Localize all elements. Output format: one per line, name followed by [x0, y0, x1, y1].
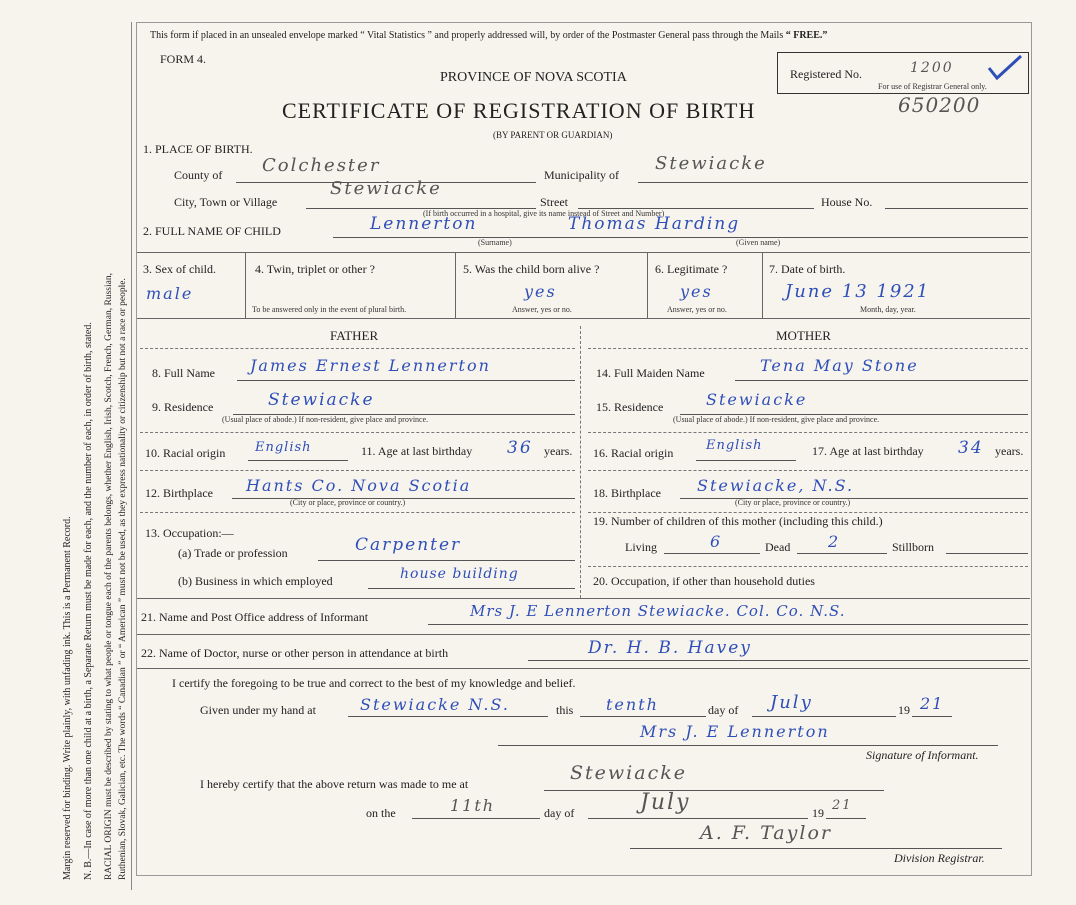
binding-margin-rule: [131, 22, 132, 890]
year-prefix: 19: [898, 703, 910, 717]
row3-top-rule: [136, 252, 1030, 253]
father-name-label: 8. Full Name: [152, 366, 215, 380]
living-line: [664, 553, 760, 554]
mother-rule-children: [588, 512, 1028, 513]
informant-signature-line: [498, 745, 998, 746]
informant-label: 21. Name and Post Office address of Informant: [141, 610, 369, 624]
given-place-line: [348, 716, 548, 717]
registrar-year-value: 21: [832, 798, 853, 813]
municipality-value: Stewiacke: [655, 153, 767, 174]
city-value: Stewiacke: [330, 178, 442, 199]
month-line: [752, 716, 896, 717]
father-racial-label: 10. Racial origin: [145, 446, 226, 460]
mother-racial-line: [696, 460, 796, 461]
dead-label: Dead: [765, 540, 791, 554]
father-residence-note: (Usual place of abode.) If non-resident, give place and province.: [222, 415, 429, 424]
children-label: 19. Number of children of this mother (including this child.): [593, 514, 883, 528]
mother-age-unit: years.: [995, 444, 1024, 458]
given-name-note: (Given name): [736, 238, 781, 247]
row3-divider-4: [762, 252, 763, 318]
mother-birthplace-line: [680, 498, 1028, 499]
check-mark-icon: [985, 52, 1025, 82]
informant-signature-label: Signature of Informant.: [866, 748, 979, 762]
street-label: Street: [540, 195, 568, 209]
county-label: County of: [174, 168, 223, 182]
registrar-signature-line: [630, 848, 1002, 849]
mother-name-value: Tena May Stone: [760, 356, 919, 375]
informant-signature: Mrs J. E Lennerton: [640, 722, 830, 741]
father-rule-birthplace: [140, 470, 575, 471]
parent-column-divider: [580, 326, 581, 598]
given-place-value: Stewiacke N.S.: [360, 695, 510, 714]
informant-bottom-rule: [136, 634, 1030, 635]
parents-bottom-rule: [136, 598, 1030, 599]
row3-divider-1: [245, 252, 246, 318]
margin-note-1: Margin reserved for binding. Write plainly, with unfading ink. This is a Permanent Record.: [62, 516, 73, 880]
form-number: FORM 4.: [160, 52, 207, 66]
margin-note-2: N. B.—In case of more than one child at a birth, a Separate Return must be made for each, and the number of each, in order of birth, stated.: [83, 322, 94, 880]
this-label: this: [556, 703, 574, 717]
informant-value: Mrs J. E Lennerton Stewiacke. Col. Co. N.S.: [470, 602, 846, 620]
father-business-value: house building: [400, 566, 519, 582]
father-residence-value: Stewiacke: [268, 390, 375, 410]
legitimate-label: 6. Legitimate ?: [655, 262, 728, 276]
mother-heading: MOTHER: [776, 328, 831, 343]
registrar-month-value: July: [640, 790, 691, 815]
mother-birthplace-label: 18. Birthplace: [593, 486, 661, 500]
mother-racial-value: English: [706, 438, 763, 453]
registrar-month-line: [588, 818, 808, 819]
alive-label: 5. Was the child born alive ?: [463, 262, 600, 276]
year-line: [912, 716, 952, 717]
registrar-signature: A. F. Taylor: [700, 822, 832, 844]
row3-bottom-rule: [136, 318, 1030, 319]
father-heading: FATHER: [330, 328, 379, 343]
mother-rule-birthplace: [588, 470, 1028, 471]
place-of-birth-label: 1. PLACE OF BIRTH.: [143, 142, 253, 156]
mother-age-value: 34: [958, 438, 984, 458]
row3-divider-3: [647, 252, 648, 318]
sex-value: male: [146, 284, 194, 303]
father-heading-rule: [140, 348, 575, 349]
registrar-day-line: [412, 818, 540, 819]
registrar-statement: I hereby certify that the above return was made to me at: [200, 777, 469, 791]
registered-label: Registered No.: [790, 67, 862, 81]
day-value: tenth: [606, 695, 659, 714]
margin-note-4: Ruthenian, Slovak, Galician, etc. The words “ Canadian ” or “ American ” must not be used, as they express nationality or citizenship but not a race or people.: [118, 278, 128, 880]
twin-note: To be answered only in the event of plural birth.: [252, 305, 407, 314]
registrar-place-line: [544, 790, 884, 791]
father-name-value: James Ernest Lennerton: [250, 356, 491, 375]
year-value: 21: [920, 694, 945, 713]
mother-residence-label: 15. Residence: [596, 400, 664, 414]
father-trade-label: (a) Trade or profession: [178, 546, 288, 560]
father-racial-line: [248, 460, 348, 461]
day-line: [580, 716, 706, 717]
mother-name-line: [735, 380, 1028, 381]
child-name-label: 2. FULL NAME OF CHILD: [143, 224, 281, 238]
mother-birthplace-note: (City or place, province or country.): [735, 498, 851, 507]
birth-date-note: Month, day, year.: [860, 305, 916, 314]
city-label: City, Town or Village: [174, 195, 278, 209]
father-birthplace-value: Hants Co. Nova Scotia: [246, 476, 472, 495]
informant-line: [428, 624, 1028, 625]
stillborn-label: Stillborn: [892, 540, 935, 554]
child-given-names: Thomas Harding: [568, 214, 741, 234]
house-line: [885, 208, 1028, 209]
mother-rule-racial: [588, 432, 1028, 433]
registered-note: For use of Registrar General only.: [878, 82, 987, 91]
registrar-day-of-label: day of: [544, 806, 575, 820]
doctor-bottom-rule: [136, 668, 1030, 669]
registrar-signature-label: Division Registrar.: [894, 851, 985, 865]
father-rule-racial: [140, 432, 575, 433]
legitimate-note: Answer, yes or no.: [667, 305, 727, 314]
doctor-line: [528, 660, 1028, 661]
certificate-title: CERTIFICATE OF REGISTRATION OF BIRTH: [282, 98, 756, 123]
child-name-line: [333, 237, 1028, 238]
row3-divider-2: [455, 252, 456, 318]
sex-label: 3. Sex of child.: [143, 262, 216, 276]
given-under-label: Given under my hand at: [200, 703, 316, 717]
mother-age-label: 17. Age at last birthday: [812, 444, 924, 458]
dead-line: [797, 553, 887, 554]
birth-date-value: June 13 1921: [785, 281, 931, 302]
child-surname: Lennerton: [370, 214, 478, 234]
mother-residence-note: (Usual place of abode.) If non-resident, give place and province.: [673, 415, 880, 424]
county-value: Colchester: [262, 155, 381, 176]
certificate-subtitle: (BY PARENT OR GUARDIAN): [493, 130, 613, 140]
mother-residence-value: Stewiacke: [706, 390, 808, 409]
father-occupation-label: 13. Occupation:—: [145, 526, 234, 540]
living-value: 6: [710, 532, 723, 551]
certify-statement: I certify the foregoing to be true and correct to the best of my knowledge and belief.: [172, 676, 576, 690]
alive-note: Answer, yes or no.: [512, 305, 572, 314]
doctor-value: Dr. H. B. Havey: [588, 638, 752, 658]
hospital-note: (If birth occurred in a hospital, give its name instead of Street and Number): [423, 209, 665, 218]
province-heading: PROVINCE OF NOVA SCOTIA: [440, 70, 627, 85]
birth-date-label: 7. Date of birth.: [769, 262, 846, 276]
registrar-day-value: 11th: [450, 796, 496, 815]
registered-number: 1200: [910, 60, 954, 76]
surname-note: (Surname): [478, 238, 512, 247]
municipality-label: Municipality of: [544, 168, 619, 182]
month-value: July: [770, 692, 813, 713]
day-of-label: day of: [708, 703, 739, 717]
father-age-value: 36: [507, 438, 533, 458]
registrar-year-prefix: 19: [812, 806, 824, 820]
father-business-line: [368, 588, 575, 589]
father-residence-label: 9. Residence: [152, 400, 214, 414]
registrar-year-line: [826, 818, 866, 819]
alive-value: yes: [524, 282, 557, 301]
dead-value: 2: [828, 532, 841, 551]
margin-note-3: RACIAL ORIGIN must be described by stating to what people or tongue each of the parents belongs, whether English, Irish, Scotch, French, German, Russian,: [104, 273, 114, 880]
father-rule-occupation: [140, 512, 575, 513]
father-trade-line: [318, 560, 575, 561]
mother-rule-occupation: [588, 566, 1028, 567]
legitimate-value: yes: [680, 282, 713, 301]
registrar-place-value: Stewiacke: [570, 762, 687, 784]
on-the-label: on the: [366, 806, 396, 820]
postal-notice: This form if placed in an unsealed envelope marked “ Vital Statistics ” and properly addressed will, by order of the Postmaster General pass through the Mails “ FREE.”: [150, 30, 828, 41]
father-birthplace-note: (City or place, province or country.): [290, 498, 406, 507]
father-age-unit: years.: [544, 444, 573, 458]
stamp-number: 650200: [898, 93, 981, 117]
father-trade-value: Carpenter: [355, 535, 462, 555]
mother-occupation-label: 20. Occupation, if other than household duties: [593, 574, 815, 588]
father-business-label: (b) Business in which employed: [178, 574, 333, 588]
father-name-line: [237, 380, 575, 381]
living-label: Living: [625, 540, 657, 554]
doctor-label: 22. Name of Doctor, nurse or other person in attendance at birth: [141, 646, 449, 660]
mother-heading-rule: [588, 348, 1028, 349]
mother-name-label: 14. Full Maiden Name: [596, 366, 705, 380]
father-age-label: 11. Age at last birthday: [361, 444, 473, 458]
twin-label: 4. Twin, triplet or other ?: [255, 262, 375, 276]
mother-birthplace-value: Stewiacke, N.S.: [697, 476, 855, 495]
father-birthplace-label: 12. Birthplace: [145, 486, 213, 500]
postal-free: “ FREE.”: [785, 30, 828, 41]
house-label: House No.: [821, 195, 873, 209]
mother-racial-label: 16. Racial origin: [593, 446, 674, 460]
municipality-line: [638, 182, 1028, 183]
father-racial-value: English: [255, 440, 312, 455]
stillborn-line: [946, 553, 1028, 554]
